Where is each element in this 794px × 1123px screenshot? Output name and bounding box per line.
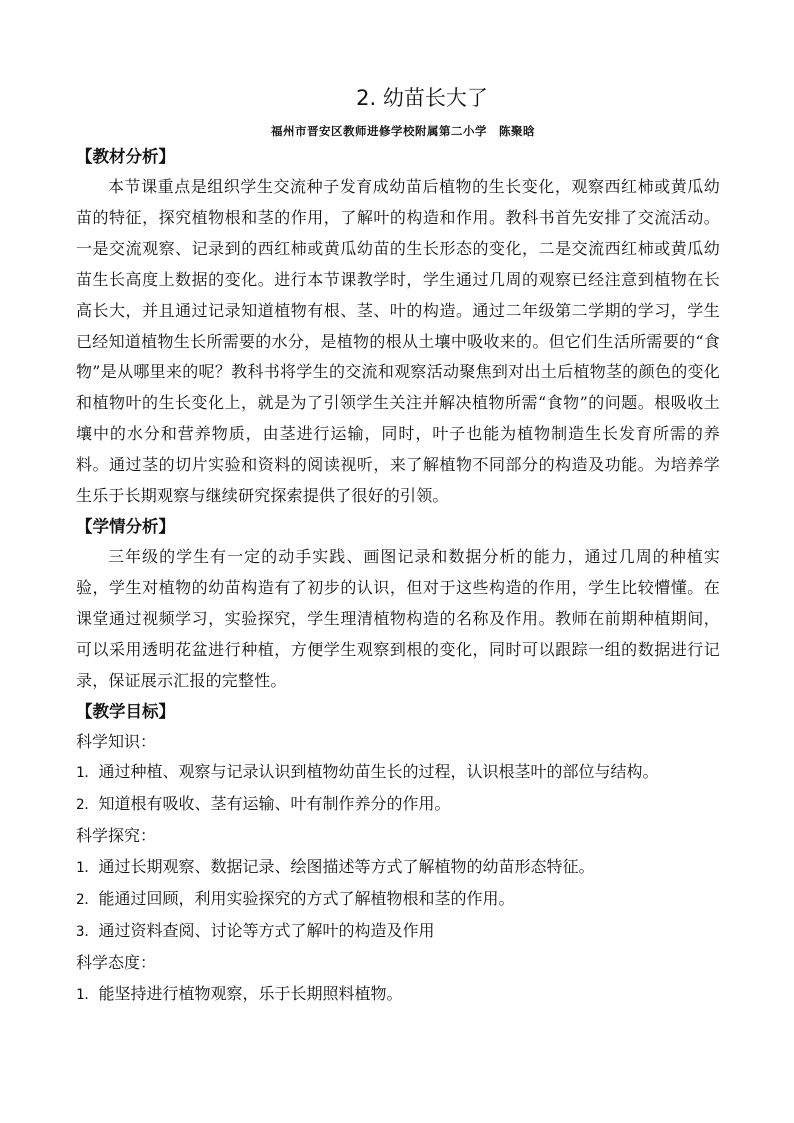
list-item: [76, 916, 720, 948]
author-line: 福州市晋安区教师进修学校附属第二小学 陈聚晗: [271, 124, 535, 138]
student-analysis-paragraph: 三年级的学生有一定的动手实践、画图记录和数据分析的能力，通过几周的种植实验，学生对植物的幼苗构造有了初步的认识，但对于这些构造的作用，学生比较懵懂。在课堂通过视频学习，实验探究，学生理清植物构造的名称及作用。教师在前期种植期间，可以采用透明花盆进行种植，方便学生观察到根的变化，同时可以跟踪一组的数据进行记录，保证展示汇报的完整性。: [76, 546, 720, 690]
list-text: 能坚持进行植物观察，乐于长期照料植物。: [98, 983, 403, 1003]
goal-label-inquiry: 科学探究：: [76, 826, 157, 846]
list-text: 通过种植、观察与记录认识到植物幼苗生长的过程，认识根茎叶的部位与结构。: [98, 762, 659, 782]
list-number: 1．: [76, 986, 99, 1003]
list-number: 1．: [76, 765, 99, 782]
list-item: [76, 884, 720, 916]
goal-label-knowledge: 科学知识：: [76, 731, 157, 751]
list-number: 2．: [76, 892, 99, 909]
document-page: [76, 86, 720, 1011]
list-text: 能通过回顾，利用实验探究的方式了解植物根和茎的作用。: [98, 889, 515, 909]
goal-label-attitude: 科学态度：: [76, 952, 157, 972]
list-text: 通过长期观察、数据记录、绘图描述等方式了解植物的幼苗形态特征。: [98, 857, 595, 877]
textbook-analysis-paragraph: 本节课重点是组织学生交流种子发育成幼苗后植物的生长变化，观察西红柿或黄瓜幼苗的特征，探究植物根和茎的作用，了解叶的构造和作用。教科书首先安排了交流活动。一是交流观察、记录到的西红柿或黄瓜幼苗的生长形态的变化，二是交流西红柿或黄瓜幼苗生长高度上数据的变化。进行本节课教学时，学生通过几周的观察已经注意到植物在长高长大，并且通过记录知道植物有根、茎、叶的构造。通过二年级第二学期的学习，学生已经知道植物生长所需要的水分，是植物的根从土壤中吸收来的。但它们生活所需要的“食物”是从哪里来的呢？教科书将学生的交流和观察活动聚焦到对出土后植物茎的颜色的变化和植物叶的生长变化上，就是为了引领学生关注并解决植物所需“食物”的问题。根吸收土壤中的水分和营养物质，由茎进行运输，同时，叶子也能为植物制造生长发育所需的养料。通过茎的切片实验和资料的阅读视听，来了解植物不同部分的构造及功能。为培养学生乐于长期观察与继续研究探索提供了很好的引领。: [76, 177, 720, 506]
section-heading-students: 【学情分析】: [76, 516, 175, 536]
list-text: 通过资料查阅、讨论等方式了解叶的构造及作用: [98, 920, 435, 940]
section-heading-goals: 【教学目标】: [76, 701, 175, 721]
list-number: 3．: [76, 923, 99, 940]
list-item: [76, 789, 720, 821]
list-item: [76, 852, 720, 884]
list-item: [76, 757, 720, 789]
list-item: [76, 979, 720, 1011]
list-number: 2．: [76, 797, 99, 814]
section-heading-textbook: 【教材分析】: [76, 147, 175, 166]
page-title: 2. 幼苗长大了: [356, 86, 488, 110]
list-number: 1．: [76, 860, 99, 877]
list-text: 知道根有吸收、茎有运输、叶有制作养分的作用。: [98, 794, 451, 814]
